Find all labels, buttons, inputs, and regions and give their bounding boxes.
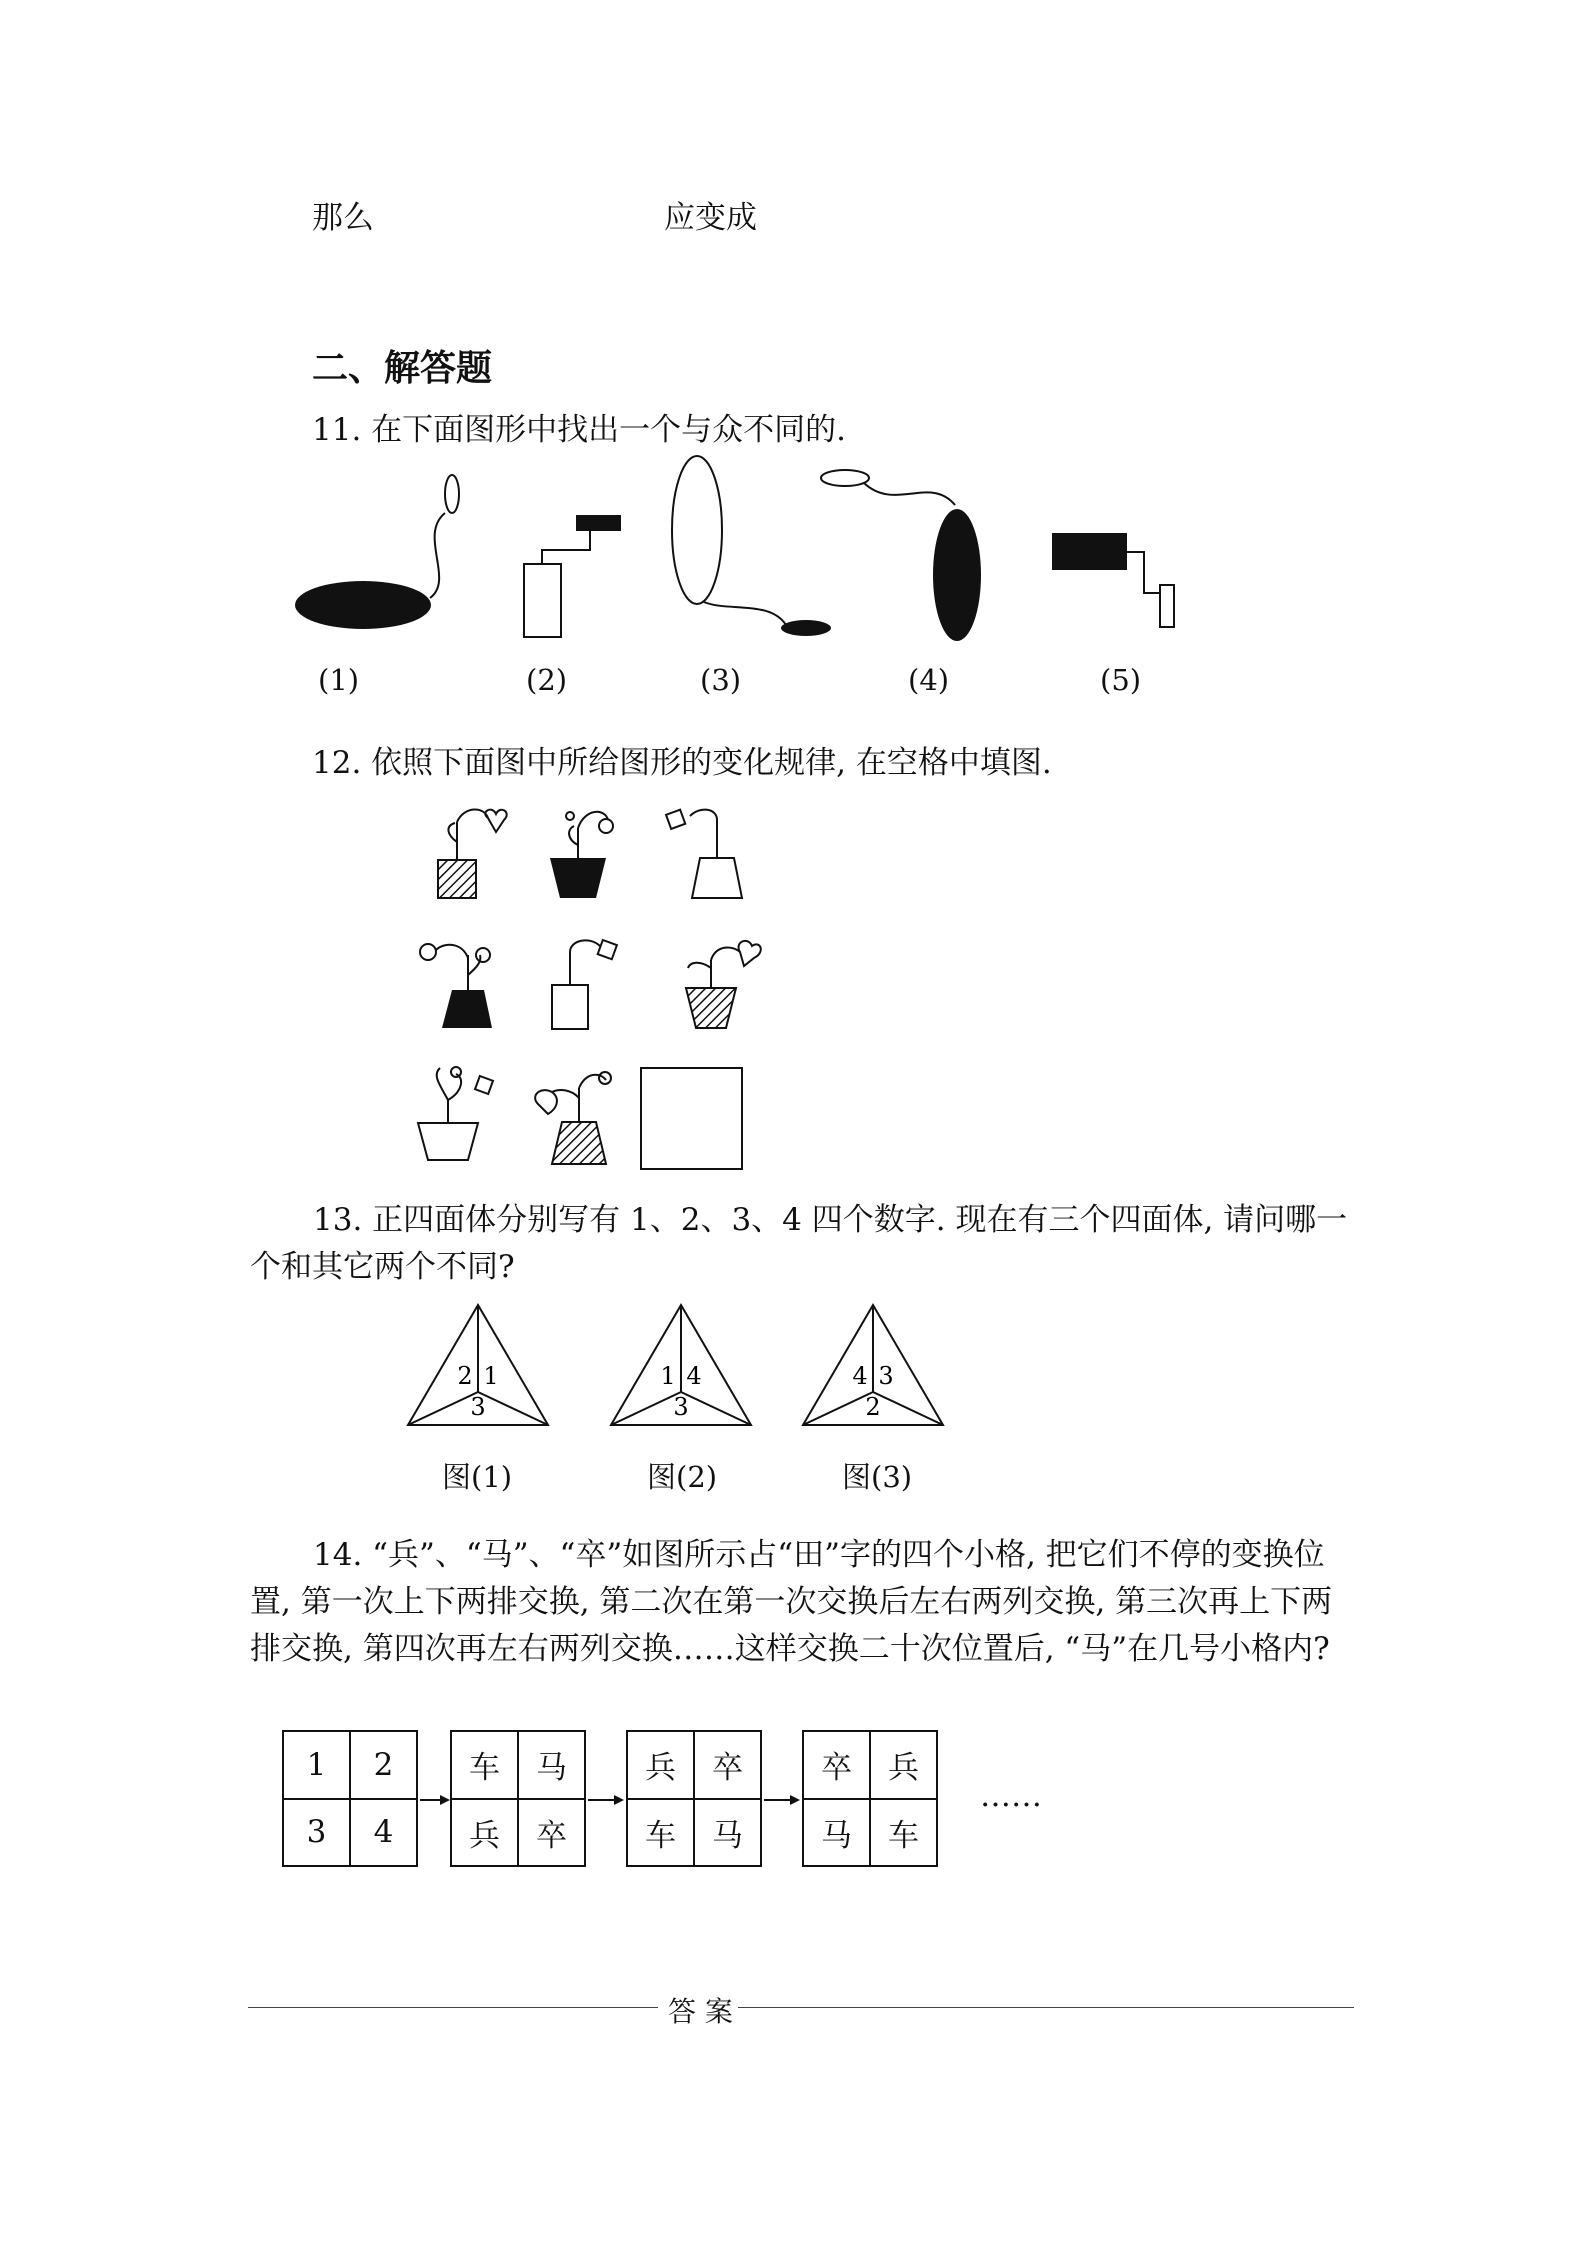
- q12-plant-2: [550, 812, 613, 898]
- grid-cell: 1: [284, 1732, 350, 1799]
- q11-figure-4: [821, 470, 981, 641]
- q12-plant-3: [666, 810, 742, 898]
- q12-answer-box[interactable]: [641, 1068, 742, 1169]
- grid-cell: 车: [870, 1799, 936, 1866]
- face-number-right: 1: [483, 1362, 499, 1390]
- q12-plant-6: [686, 941, 761, 1028]
- q11-figure-5: [1052, 533, 1174, 627]
- q11-figure-1: [295, 475, 459, 629]
- q12-plant-4: [420, 944, 492, 1028]
- q14-ellipsis: ……: [980, 1778, 1042, 1814]
- grid-cell: 兵: [452, 1799, 518, 1866]
- grid-cell: 马: [694, 1799, 760, 1866]
- grid-cell: 卒: [804, 1732, 870, 1799]
- grid-cell: 车: [628, 1799, 694, 1866]
- q10-prefix: 那么: [312, 200, 374, 236]
- grid-cell: 马: [804, 1799, 870, 1866]
- face-number-left: 4: [852, 1362, 868, 1390]
- grid-cell: 3: [284, 1799, 350, 1866]
- q11-caption-1: (1): [318, 663, 360, 697]
- section-title: 二、解答题: [312, 348, 493, 389]
- footer-rule-left: [248, 2007, 658, 2008]
- grid-cell: 卒: [694, 1732, 760, 1799]
- grid-cell: 兵: [870, 1732, 936, 1799]
- face-number-left: 1: [660, 1362, 676, 1390]
- q11-figure-2: [524, 515, 621, 637]
- q12-plant-8: [535, 1072, 611, 1164]
- q11-text: 11. 在下面图形中找出一个与众不同的.: [312, 412, 847, 448]
- arrow-right-icon: [420, 1795, 450, 1805]
- face-number-left: 2: [457, 1362, 473, 1390]
- footer-label: 答 案: [668, 1995, 733, 2028]
- footer-rule-right: [738, 2007, 1354, 2008]
- grid-cell: 2: [350, 1732, 416, 1799]
- q12-plant-5: [552, 940, 617, 1029]
- q13-caption-2: 图(2): [647, 1460, 718, 1494]
- face-number-bottom: 3: [470, 1393, 486, 1421]
- grid-cell: 4: [350, 1799, 416, 1866]
- q11-caption-3: (3): [700, 663, 742, 697]
- arrow-right-icon: [764, 1795, 800, 1805]
- q13-tetrahedron-2: [611, 1305, 751, 1425]
- q13-text: 13. 正四面体分别写有 1、2、3、4 四个数字. 现在有三个四面体, 请问哪一个和其它两个不同?: [250, 1202, 1348, 1285]
- q12-puzzle: [0, 790, 1594, 1190]
- q14-arrows: [0, 1780, 1594, 1820]
- face-number-right: 3: [878, 1362, 894, 1390]
- grid-cell: 马: [518, 1732, 584, 1799]
- q13-tetrahedron-3: [803, 1305, 943, 1425]
- q13-caption-1: 图(1): [442, 1460, 513, 1494]
- q13-figures: [0, 1300, 1594, 1460]
- face-number-bottom: 2: [865, 1393, 881, 1421]
- q12-text: 12. 依照下面图中所给图形的变化规律, 在空格中填图.: [312, 745, 1052, 781]
- q11-figure-3: [672, 456, 831, 636]
- q12-plant-1: [438, 809, 507, 898]
- q14-text: 14. “兵”、“马”、“卒”如图所示占“田”字的四个小格, 把它们不停的变换位置, 第一次上下两排交换, 第二次在第一次交换后左右两列交换, 第三次再上下两排交换, 第四次再左右两列交换……这样交换二十次位置后, “马”在几号小格内?: [250, 1537, 1333, 1667]
- q12-plant-7: [418, 1067, 493, 1160]
- q11-caption-5: (5): [1100, 663, 1142, 697]
- q11-caption-4: (4): [908, 663, 950, 697]
- face-number-bottom: 3: [673, 1393, 689, 1421]
- q11-caption-2: (2): [526, 663, 568, 697]
- q13-caption-3: 图(3): [842, 1460, 913, 1494]
- grid-cell: 兵: [628, 1732, 694, 1799]
- q11-figures: [0, 465, 1594, 725]
- grid-cell: 卒: [518, 1799, 584, 1866]
- face-number-right: 4: [686, 1362, 702, 1390]
- grid-cell: 车: [452, 1732, 518, 1799]
- q13-tetrahedron-1: [408, 1305, 548, 1425]
- arrow-right-icon: [588, 1795, 624, 1805]
- q10-suffix: 应变成: [664, 200, 757, 236]
